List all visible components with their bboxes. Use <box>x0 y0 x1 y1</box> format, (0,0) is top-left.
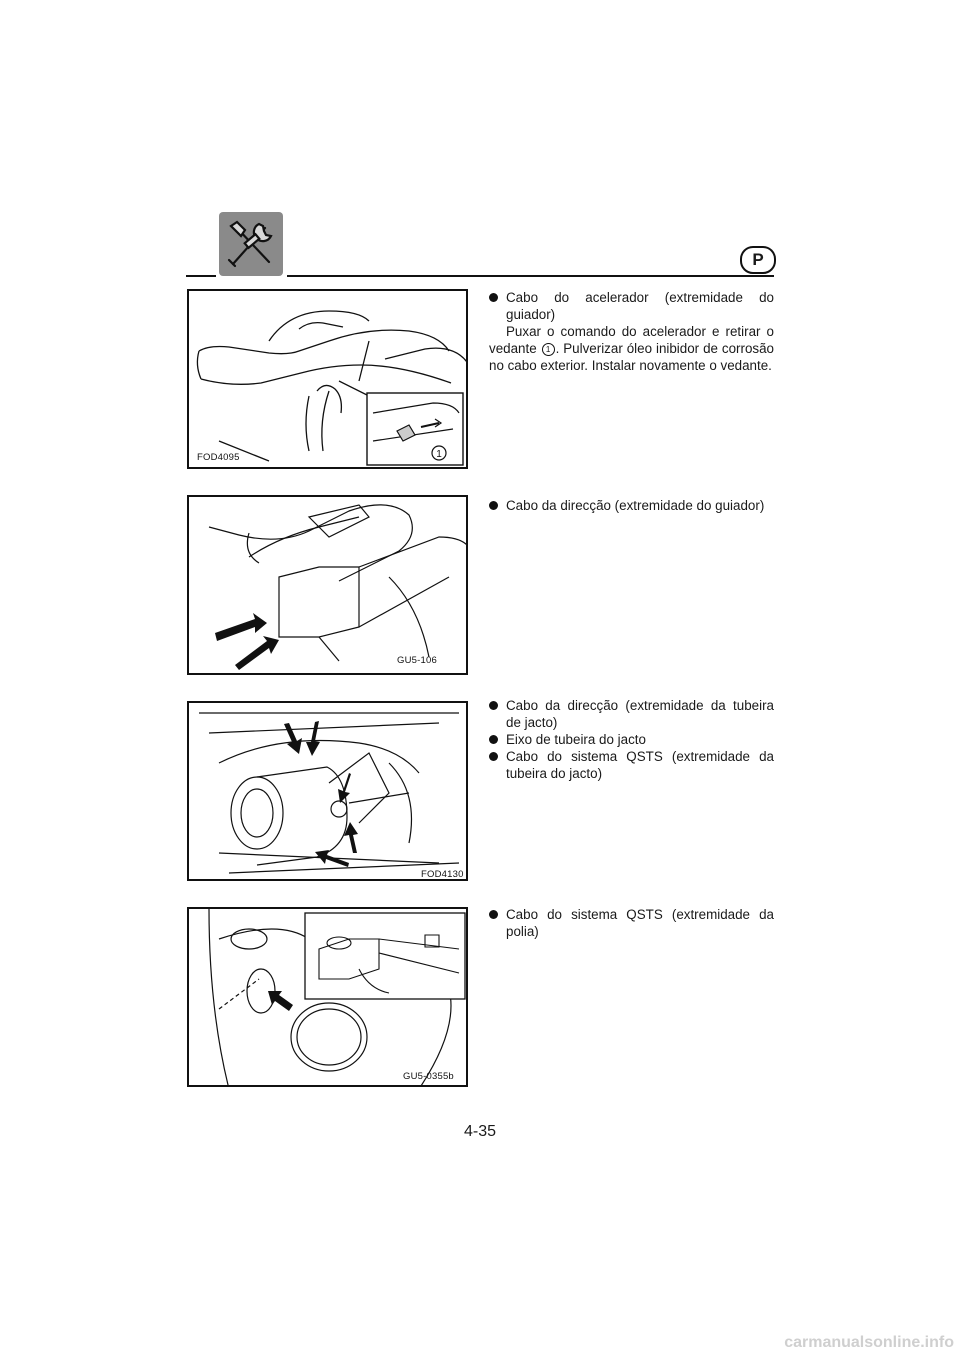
figure-code: GU5-0355b <box>403 1071 454 1082</box>
figure-code: GU5-106 <box>397 655 437 666</box>
text-jet-nozzle <box>489 697 774 782</box>
callout-1: 1 <box>436 449 442 460</box>
bullet-icon <box>489 501 498 510</box>
tools-icon <box>219 212 283 276</box>
list-item: Cabo da direcção (extremidade da tubeira de jacto) <box>489 697 774 731</box>
reference-1-icon: 1 <box>542 343 555 356</box>
bullet-icon <box>489 910 498 919</box>
text-throttle-cable <box>489 289 774 374</box>
text-steering-cable-handlebar <box>489 497 774 514</box>
list-item: Cabo do sistema QSTS (extremidade da tubeira do jacto) <box>489 748 774 782</box>
throttle-illustration <box>189 291 468 469</box>
watermark[interactable]: carmanualsonline.info <box>784 1334 954 1351</box>
steering-illustration <box>189 497 468 675</box>
figure-qsts-pulley <box>187 907 468 1087</box>
figure-throttle-cable <box>187 289 468 469</box>
bullet-icon <box>489 293 498 302</box>
list-item: Cabo da direcção (extremidade do guiador) <box>489 497 774 514</box>
figure-code: FOD4130 <box>421 869 464 880</box>
figure-steering-cable-handlebar <box>187 495 468 675</box>
header-rule-right <box>287 275 774 277</box>
instruction-paragraph: Puxar o comando do acelerador e retirar o vedante 1 . Pulverizar óleo inibidor de corrosão no cabo exterior. Instalar novamente o vedante. <box>489 324 774 373</box>
qsts-pulley-illustration <box>189 909 468 1087</box>
bullet-icon <box>489 701 498 710</box>
list-item: Cabo do sistema QSTS (extremidade da polia) <box>489 906 774 940</box>
figure-code: FOD4095 <box>197 452 240 463</box>
text-qsts-pulley <box>489 906 774 940</box>
bullet-icon <box>489 735 498 744</box>
bullet-icon <box>489 752 498 761</box>
list-item: Eixo de tubeira do jacto <box>489 731 774 748</box>
list-item: Cabo do acelerador (extremidade do guiador) <box>489 289 774 323</box>
language-badge: P <box>740 246 776 274</box>
header-rule-left <box>186 275 216 277</box>
jet-nozzle-illustration <box>189 703 468 881</box>
page-number: 4-35 <box>463 1123 497 1140</box>
figure-jet-nozzle <box>187 701 468 881</box>
